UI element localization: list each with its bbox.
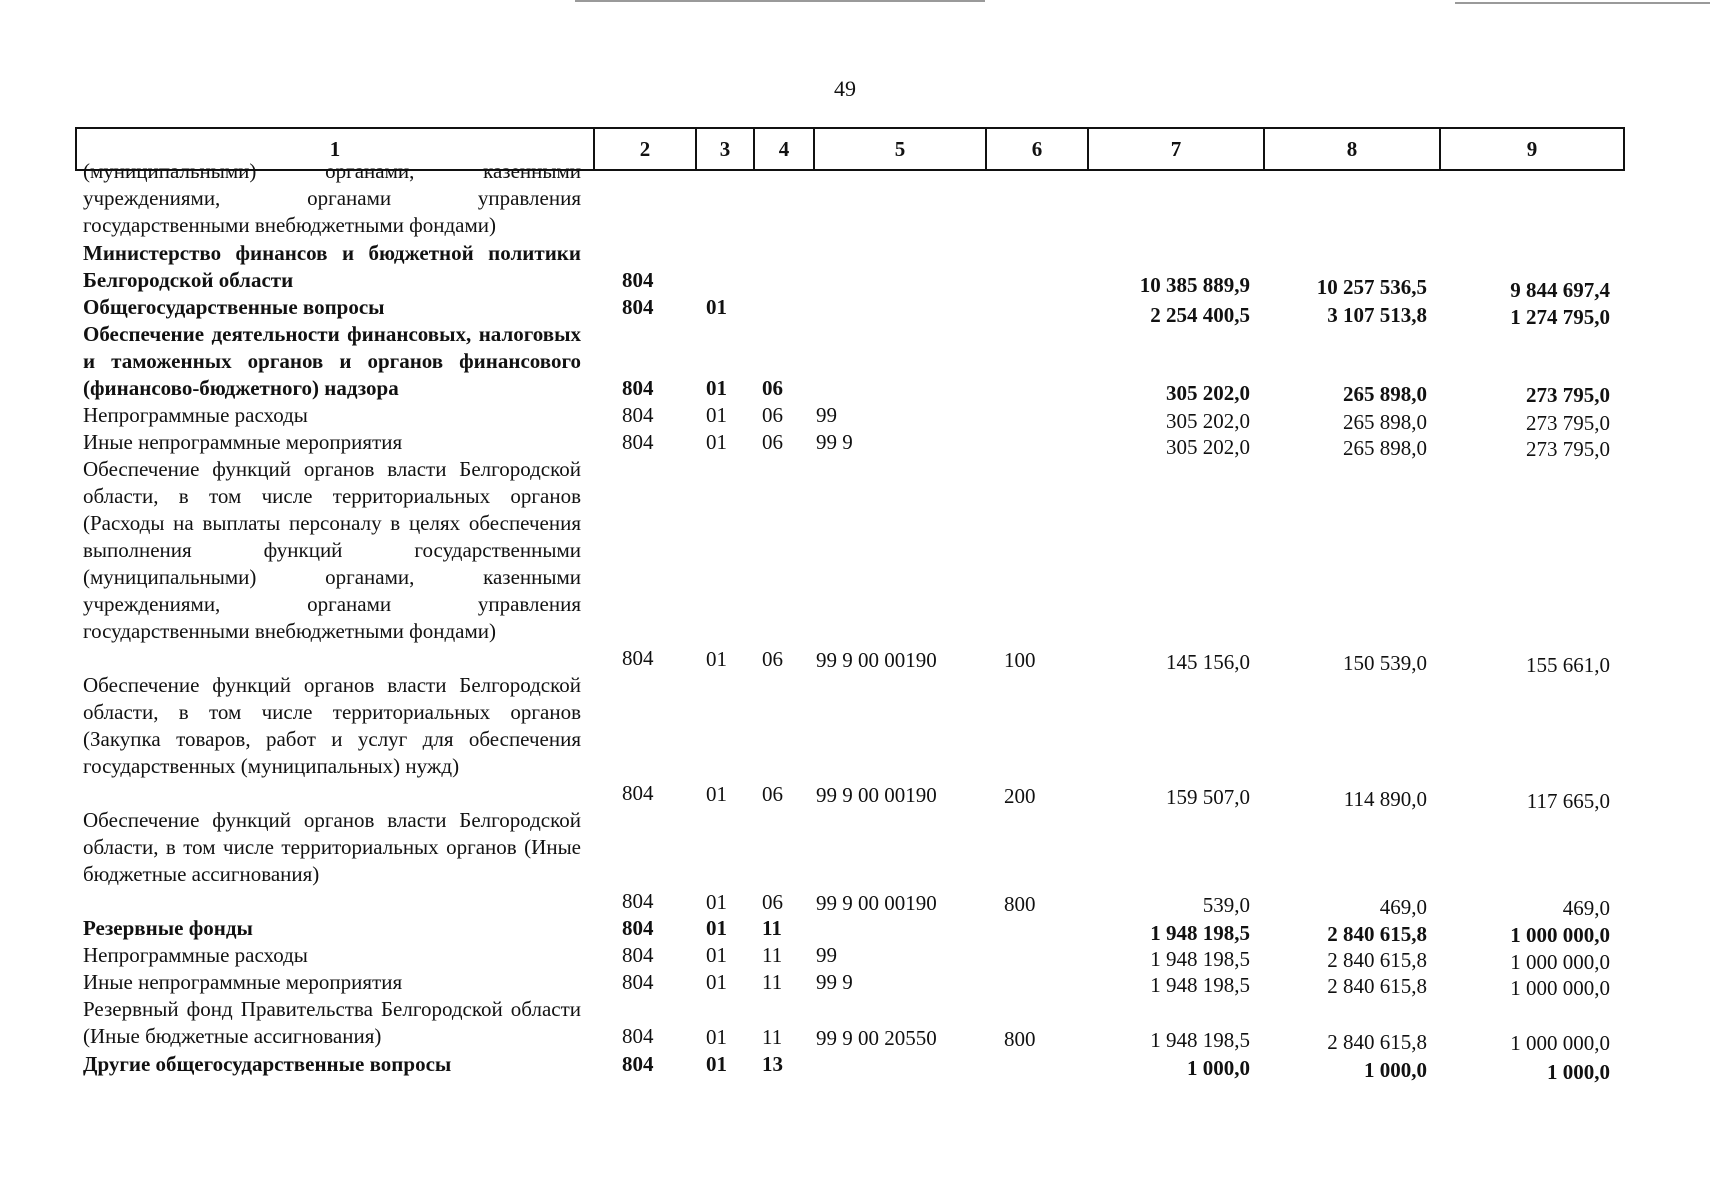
cell-col8: 265 898,0 [1343,382,1427,406]
header-cell-4: 4 [753,129,813,169]
cell-col9: 155 661,0 [1526,653,1610,677]
cell-col7: 1 948 198,5 [1150,947,1250,971]
cell-col3: 01 [706,430,727,454]
cell-col4: 06 [762,647,783,671]
cell-col7: 305 202,0 [1166,409,1250,433]
cell-col2: 804 [622,376,654,400]
cell-col7: 539,0 [1202,893,1250,917]
header-cell-5: 5 [813,129,985,169]
scan-artifact-line [575,0,985,2]
cell-col4: 06 [762,782,783,806]
header-cell-9: 9 [1439,129,1625,169]
cell-col8: 469,0 [1379,895,1427,919]
cell-col6: 100 [1004,648,1036,672]
cell-col2: 804 [622,430,654,454]
cell-col9: 1 274 795,0 [1510,305,1610,329]
cell-col9: 117 665,0 [1526,789,1610,813]
cell-col5: 99 9 00 00190 [816,891,937,915]
cell-col5: 99 9 00 00190 [816,648,937,672]
cell-col2: 804 [622,268,654,292]
row-name: Резервный фонд Правительства Белгородской области (Иные бюджетные ассигнования) [83,997,581,1048]
row-name: Резервные фонды [83,916,253,940]
page-number: 49 [834,76,856,101]
cell-col9: 469,0 [1562,896,1610,920]
row-name: Обеспечение функций органов власти Белгородской области, в том числе территориальных органов (Закупка товаров, работ и услуг для обеспечения государственных (муниципальных) нужд) [83,673,581,778]
row-name: Непрограммные расходы [83,943,308,967]
header-cell-2: 2 [593,129,695,169]
cell-col9: 273 795,0 [1526,411,1610,435]
cell-col9: 1 000,0 [1547,1060,1610,1084]
cell-col7: 159 507,0 [1166,785,1250,809]
cell-col3: 01 [706,916,727,940]
cell-col8: 114 890,0 [1343,787,1427,811]
cell-col4: 13 [762,1052,783,1076]
cell-col4: 06 [762,376,783,400]
cell-col7: 1 948 198,5 [1150,973,1250,997]
row-name: (муниципальными) органами, казенными учреждениями, органами управления государственными внебюджетными фондами) [83,159,581,237]
cell-col5: 99 9 00 20550 [816,1026,937,1050]
cell-col7: 145 156,0 [1166,650,1250,674]
row-name: Обеспечение функций органов власти Белгородской области, в том числе территориальных органов (Иные бюджетные ассигнования) [83,808,581,886]
header-cell-6: 6 [985,129,1087,169]
cell-col2: 804 [622,889,654,913]
row-name: Министерство финансов и бюджетной политики Белгородской области [83,241,581,292]
cell-col4: 11 [762,943,783,967]
cell-col4: 06 [762,403,783,427]
cell-col4: 06 [762,890,783,914]
cell-col3: 01 [706,647,727,671]
cell-col6: 200 [1004,784,1036,808]
cell-col3: 01 [706,376,727,400]
cell-col6: 800 [1004,1027,1036,1051]
cell-col8: 10 257 536,5 [1316,275,1427,299]
cell-col3: 01 [706,403,727,427]
cell-col7: 1 948 198,5 [1150,921,1250,945]
cell-col2: 804 [622,1024,654,1048]
cell-col4: 06 [762,430,783,454]
cell-col2: 804 [622,970,654,994]
row-name: Общегосударственные вопросы [83,295,385,319]
cell-col9: 273 795,0 [1526,383,1610,407]
cell-col9: 1 000 000,0 [1510,976,1610,1000]
header-cell-1: 1 [75,129,593,169]
cell-col6: 800 [1004,892,1036,916]
row-name: Обеспечение деятельности финансовых, налоговых и таможенных органов и органов финансового (финансово-бюджетного) надзора [83,322,581,400]
scan-artifact-line [1455,2,1710,4]
cell-col3: 01 [706,970,727,994]
row-name: Непрограммные расходы [83,403,308,427]
cell-col7: 10 385 889,9 [1139,273,1250,297]
cell-col9: 1 000 000,0 [1510,950,1610,974]
cell-col7: 305 202,0 [1166,381,1250,405]
cell-col2: 804 [622,403,654,427]
cell-col8: 2 840 615,8 [1327,922,1427,946]
cell-col5: 99 9 00 00190 [816,783,937,807]
cell-col2: 804 [622,916,654,940]
header-cell-7: 7 [1087,129,1263,169]
row-name: Другие общегосударственные вопросы [83,1052,452,1076]
cell-col8: 150 539,0 [1343,651,1427,675]
cell-col3: 01 [706,943,727,967]
cell-col8: 2 840 615,8 [1327,1030,1427,1054]
cell-col7: 305 202,0 [1166,435,1250,459]
cell-col3: 01 [706,1052,727,1076]
cell-col5: 99 9 [816,970,853,994]
cell-col3: 01 [706,782,727,806]
cell-col9: 1 000 000,0 [1510,923,1610,947]
cell-col7: 2 254 400,5 [1150,303,1250,327]
row-name: Обеспечение функций органов власти Белгородской области, в том числе территориальных органов (Расходы на выплаты персоналу в целях обеспечения выполнения функций государственными (муниципальными) органами, казенными учреждениями, органами управления государственными внебюджетными фондами) [83,457,581,643]
cell-col2: 804 [622,943,654,967]
cell-col8: 1 000,0 [1364,1058,1427,1082]
cell-col2: 804 [622,295,654,319]
cell-col2: 804 [622,646,654,670]
row-name: Иные непрограммные мероприятия [83,430,403,454]
cell-col8: 265 898,0 [1343,436,1427,460]
cell-col5: 99 9 [816,430,853,454]
cell-col3: 01 [706,295,727,319]
cell-col8: 2 840 615,8 [1327,974,1427,998]
cell-col8: 265 898,0 [1343,410,1427,434]
cell-col9: 273 795,0 [1526,437,1610,461]
cell-col5: 99 [816,943,837,967]
cell-col7: 1 000,0 [1187,1056,1250,1080]
cell-col9: 1 000 000,0 [1510,1031,1610,1055]
cell-col3: 01 [706,1025,727,1049]
cell-col4: 11 [762,970,783,994]
cell-col8: 2 840 615,8 [1327,948,1427,972]
cell-col9: 9 844 697,4 [1510,278,1610,302]
row-name: Иные непрограммные мероприятия [83,970,403,994]
cell-col8: 3 107 513,8 [1327,303,1427,327]
cell-col2: 804 [622,781,654,805]
header-cell-3: 3 [695,129,753,169]
header-cell-8: 8 [1263,129,1439,169]
cell-col5: 99 [816,403,837,427]
cell-col2: 804 [622,1052,654,1076]
cell-col4: 11 [762,916,782,940]
cell-col4: 11 [762,1025,783,1049]
cell-col7: 1 948 198,5 [1150,1028,1250,1052]
cell-col3: 01 [706,890,727,914]
